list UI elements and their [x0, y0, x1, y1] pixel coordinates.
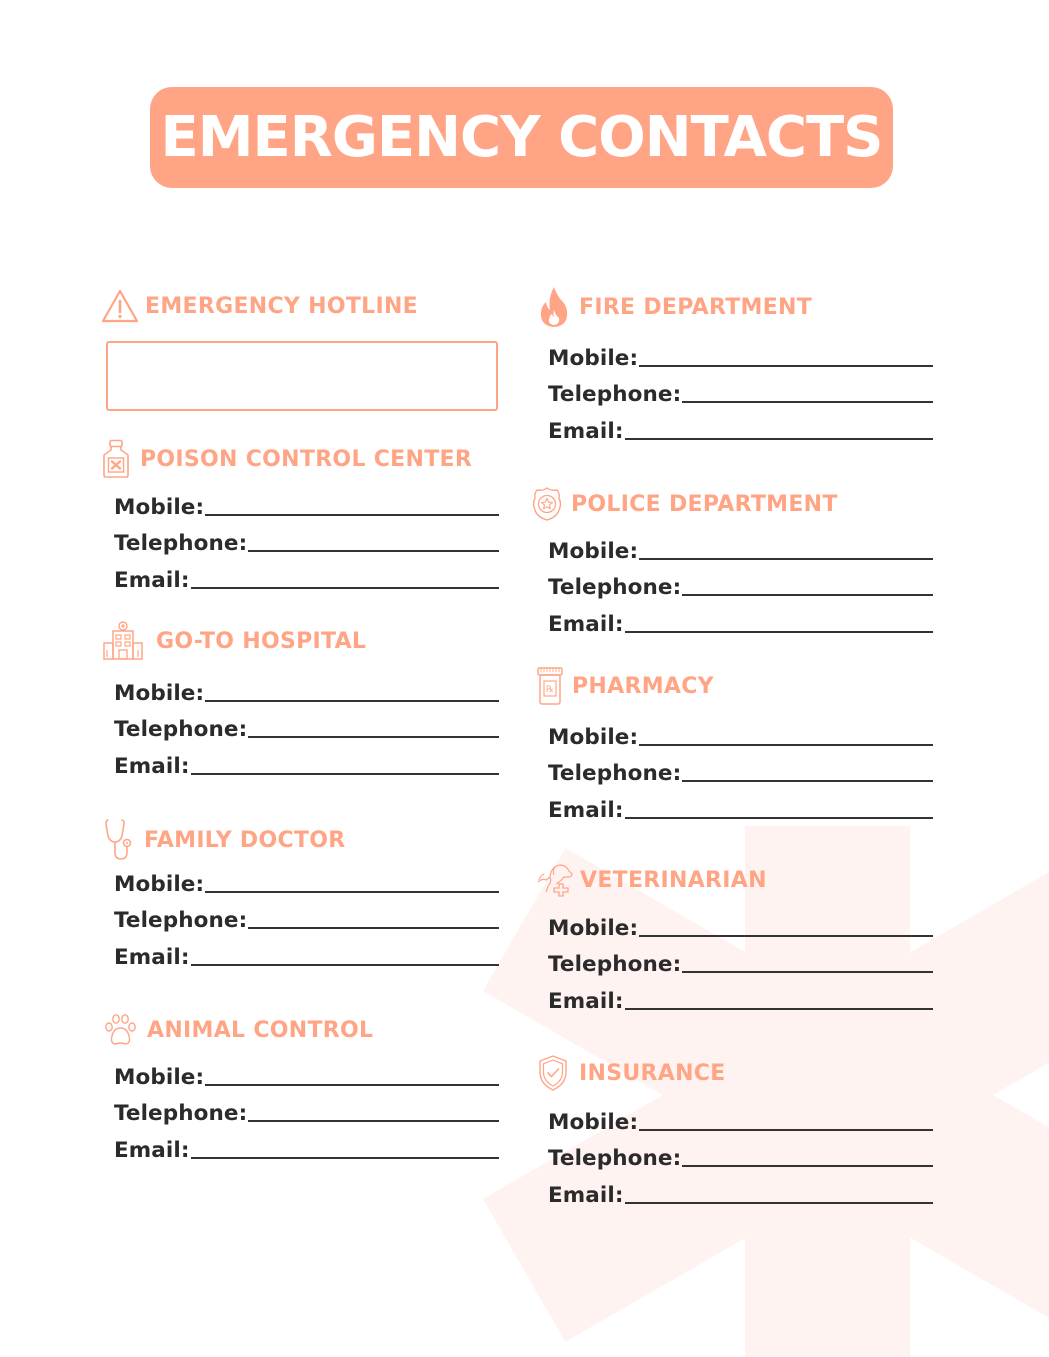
email-input-line[interactable]: [625, 817, 933, 819]
hospital-building-icon: [102, 621, 144, 661]
telephone-input-line[interactable]: [248, 1120, 499, 1122]
section-emergency-hotline: [101, 286, 418, 326]
mobile-input-line[interactable]: [205, 514, 499, 516]
section-title: EMERGENCY HOTLINE: [145, 293, 418, 319]
email-input-line[interactable]: [625, 1008, 933, 1010]
telephone-field-row[interactable]: [114, 707, 499, 744]
prescription-bottle-icon: [536, 666, 564, 706]
telephone-field-row[interactable]: [548, 372, 933, 409]
mobile-input-line[interactable]: [205, 1084, 499, 1086]
email-field-row[interactable]: [548, 787, 933, 824]
telephone-label: Telephone:: [548, 382, 682, 407]
poison-bottle-icon: [101, 439, 131, 479]
warning-triangle-icon: [101, 288, 139, 324]
email-field-row[interactable]: [114, 1127, 499, 1164]
email-label: Email:: [548, 797, 624, 823]
telephone-label: Telephone:: [548, 761, 682, 786]
mobile-field-row[interactable]: [114, 861, 499, 898]
paw-print-icon: [103, 1013, 139, 1047]
email-label: Email:: [114, 944, 190, 970]
mobile-label: Mobile:: [548, 538, 639, 564]
telephone-input-line[interactable]: [682, 1165, 933, 1167]
section-title: FAMILY DOCTOR: [144, 827, 346, 853]
email-field-row[interactable]: [548, 601, 933, 638]
svg-text:℞: ℞: [545, 685, 555, 695]
email-input-line[interactable]: [191, 773, 499, 775]
section-title: PHARMACY: [572, 673, 714, 699]
section-go-to-hospital: [102, 620, 366, 662]
mobile-label: Mobile:: [548, 724, 639, 750]
mobile-label: Mobile:: [114, 680, 205, 706]
mobile-label: Mobile:: [114, 871, 205, 897]
mobile-label: Mobile:: [114, 1064, 205, 1090]
insurance-contact-fields: [548, 1099, 933, 1209]
email-input-line[interactable]: [191, 587, 499, 589]
vet-contact-fields: [548, 905, 933, 1015]
section-fire-department: [540, 284, 812, 330]
mobile-field-row[interactable]: [548, 905, 933, 942]
email-field-row[interactable]: [114, 743, 499, 780]
telephone-input-line[interactable]: [248, 550, 499, 552]
email-label: Email:: [114, 567, 190, 593]
pharmacy-contact-fields: [548, 714, 933, 824]
mobile-input-line[interactable]: [639, 558, 933, 560]
mobile-label: Mobile:: [548, 1109, 639, 1135]
telephone-input-line[interactable]: [682, 971, 933, 973]
section-title: ANIMAL CONTROL: [147, 1017, 374, 1043]
mobile-input-line[interactable]: [639, 1129, 933, 1131]
telephone-field-row[interactable]: [548, 942, 933, 979]
mobile-field-row[interactable]: [114, 670, 499, 707]
email-field-row[interactable]: [548, 1172, 933, 1209]
mobile-label: Mobile:: [548, 345, 639, 371]
flame-icon: [540, 286, 568, 328]
police-contact-fields: [548, 528, 933, 638]
section-poison-control: [101, 436, 472, 482]
mobile-field-row[interactable]: [548, 714, 933, 751]
fire-contact-fields: [548, 335, 933, 445]
poison-contact-fields: [114, 484, 499, 594]
mobile-field-row[interactable]: [114, 1054, 499, 1091]
telephone-label: Telephone:: [114, 1101, 248, 1126]
animal-control-contact-fields: [114, 1054, 499, 1164]
hospital-contact-fields: [114, 670, 499, 780]
telephone-label: Telephone:: [548, 952, 682, 977]
mobile-label: Mobile:: [114, 494, 205, 520]
section-family-doctor: [104, 818, 345, 862]
telephone-field-row[interactable]: [548, 1136, 933, 1173]
emergency-hotline-field[interactable]: [106, 341, 498, 411]
telephone-input-line[interactable]: [682, 401, 933, 403]
email-field-row[interactable]: [548, 978, 933, 1015]
section-pharmacy: [536, 664, 714, 708]
email-label: Email:: [114, 753, 190, 779]
telephone-label: Telephone:: [114, 717, 248, 742]
section-title: FIRE DEPARTMENT: [579, 294, 813, 320]
mobile-field-row[interactable]: [548, 1099, 933, 1136]
email-field-row[interactable]: [114, 934, 499, 971]
email-input-line[interactable]: [625, 1202, 933, 1204]
email-input-line[interactable]: [625, 438, 933, 440]
email-field-row[interactable]: [114, 557, 499, 594]
telephone-input-line[interactable]: [248, 927, 499, 929]
mobile-input-line[interactable]: [205, 700, 499, 702]
title-banner: [150, 87, 893, 188]
section-title: GO-TO HOSPITAL: [156, 628, 367, 654]
mobile-input-line[interactable]: [639, 365, 933, 367]
email-label: Email:: [114, 1137, 190, 1163]
email-input-line[interactable]: [191, 1157, 499, 1159]
telephone-label: Telephone:: [114, 531, 248, 556]
telephone-input-line[interactable]: [682, 780, 933, 782]
telephone-input-line[interactable]: [248, 736, 499, 738]
mobile-field-row[interactable]: [114, 484, 499, 521]
section-title: POISON CONTROL CENTER: [140, 446, 473, 472]
mobile-input-line[interactable]: [205, 891, 499, 893]
mobile-label: Mobile:: [548, 915, 639, 941]
telephone-field-row[interactable]: [114, 1091, 499, 1128]
telephone-field-row[interactable]: [548, 751, 933, 788]
telephone-field-row[interactable]: [114, 521, 499, 558]
section-title: VETERINARIAN: [580, 867, 767, 893]
mobile-field-row[interactable]: [548, 335, 933, 372]
telephone-label: Telephone:: [548, 1146, 682, 1171]
telephone-label: Telephone:: [548, 575, 682, 600]
doctor-contact-fields: [114, 861, 499, 971]
page-title: EMERGENCY CONTACTS: [160, 105, 883, 170]
email-label: Email:: [548, 611, 624, 637]
email-label: Email:: [548, 418, 624, 444]
mobile-input-line[interactable]: [639, 935, 933, 937]
shield-check-icon: [537, 1054, 569, 1092]
telephone-field-row[interactable]: [548, 565, 933, 602]
police-badge-icon: [531, 486, 563, 522]
section-veterinarian: [536, 860, 767, 900]
section-police-department: [531, 484, 838, 524]
email-input-line[interactable]: [191, 964, 499, 966]
section-title: INSURANCE: [579, 1060, 726, 1086]
telephone-label: Telephone:: [114, 908, 248, 933]
email-field-row[interactable]: [548, 408, 933, 445]
vet-dog-cross-icon: [536, 862, 574, 898]
mobile-input-line[interactable]: [639, 744, 933, 746]
stethoscope-icon: [104, 818, 136, 862]
telephone-field-row[interactable]: [114, 898, 499, 935]
mobile-field-row[interactable]: [548, 528, 933, 565]
section-title: POLICE DEPARTMENT: [571, 491, 838, 517]
email-label: Email:: [548, 988, 624, 1014]
section-animal-control: [103, 1010, 373, 1050]
email-label: Email:: [548, 1182, 624, 1208]
email-input-line[interactable]: [625, 631, 933, 633]
section-insurance: [537, 1051, 726, 1095]
telephone-input-line[interactable]: [682, 594, 933, 596]
